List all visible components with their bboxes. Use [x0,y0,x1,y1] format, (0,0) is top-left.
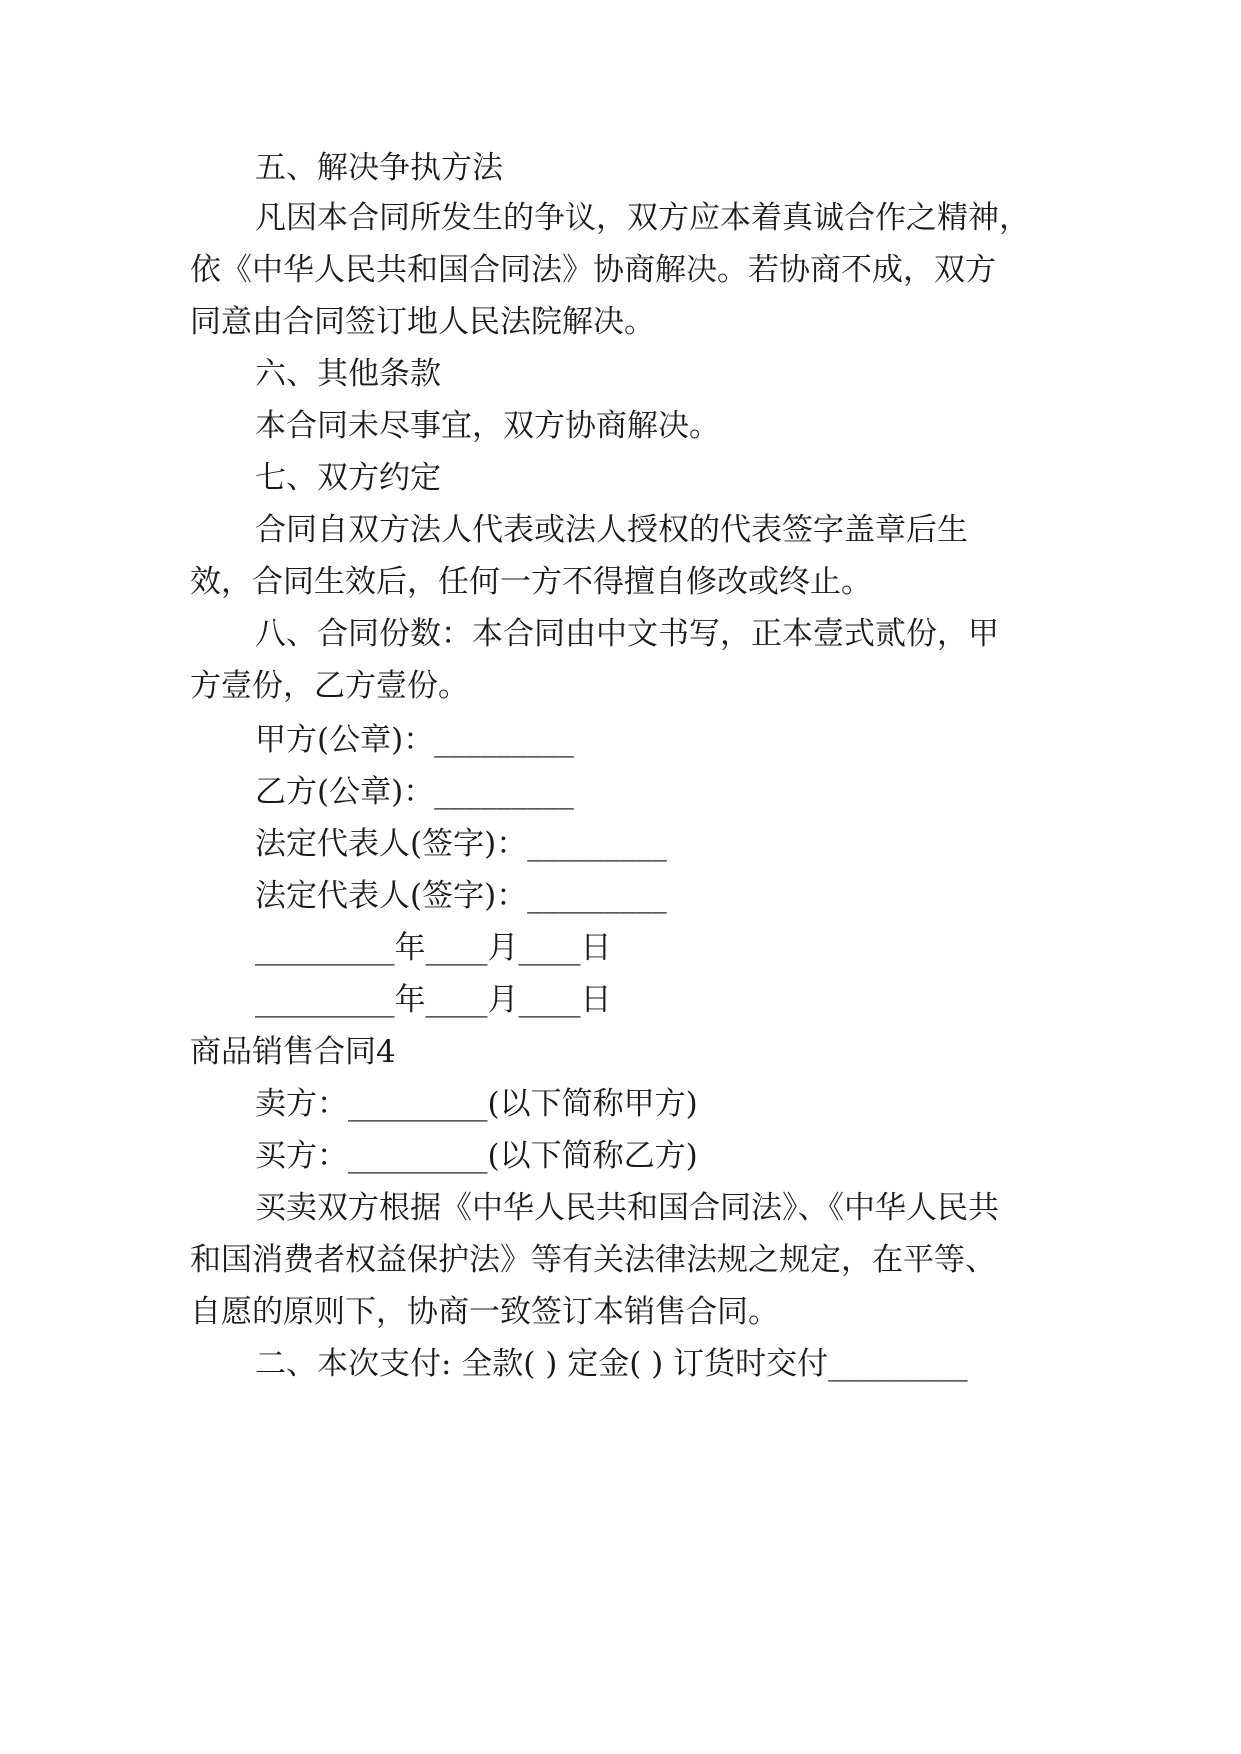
section-5-body-line-1: 凡因本合同所发生的争议，双方应本着真诚合作之精神， [255,200,1030,236]
section-7-body-line-1: 合同自双方法人代表或法人授权的代表签字盖章后生 [255,512,968,548]
legal-rep-signature-line-1: 法定代表人(签字)：_________ [255,826,667,862]
intro-line-2: 和国消费者权益保护法》等有关法律法规之规定，在平等、 [190,1242,996,1278]
party-b-seal-line: 乙方(公章)：_________ [255,774,574,810]
section-5-body-line-2: 依《中华人民共和国合同法》协商解决。若协商不成，双方 [190,252,996,288]
section-8-line-1: 八、合同份数：本合同由中文书写，正本壹式贰份，甲 [255,616,999,652]
payment-terms-line: 二、本次支付: 全款( ) 定金( ) 订货时交付_________ [255,1346,968,1382]
section-6-heading: 六、其他条款 [255,356,441,392]
contract-4-title: 商品销售合同4 [190,1034,396,1070]
date-line-2: _________年____月____日 [255,982,612,1018]
section-5-heading: 五、解决争执方法 [255,150,503,186]
section-5-body-line-3: 同意由合同签订地人民法院解决。 [190,304,655,340]
seller-line: 卖方：_________(以下简称甲方) [255,1086,698,1122]
section-6-body: 本合同未尽事宜，双方协商解决。 [255,408,720,444]
section-7-body-line-2: 效，合同生效后，任何一方不得擅自修改或终止。 [190,564,872,600]
intro-line-1: 买卖双方根据《中华人民共和国合同法》、《中华人民共 [255,1190,999,1226]
party-a-seal-line: 甲方(公章)：_________ [255,722,574,758]
intro-line-3: 自愿的原则下，协商一致签订本销售合同。 [190,1294,779,1330]
legal-rep-signature-line-2: 法定代表人(签字)：_________ [255,878,667,914]
buyer-line: 买方：_________(以下简称乙方) [255,1138,698,1174]
section-8-line-2: 方壹份，乙方壹份。 [190,668,469,704]
section-7-heading: 七、双方约定 [255,460,441,496]
date-line-1: _________年____月____日 [255,930,612,966]
